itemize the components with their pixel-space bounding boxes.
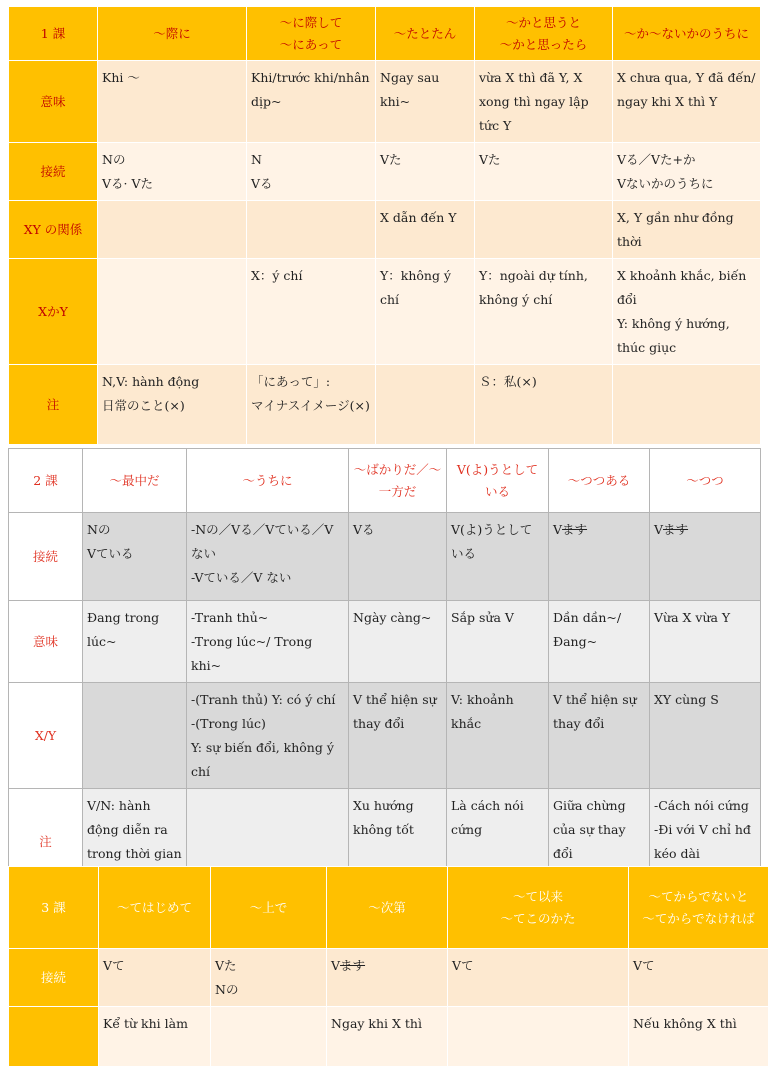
row-header: [9, 365, 98, 445]
cell-text: Vừa X vừa Y: [654, 606, 756, 630]
table-cell: [211, 1007, 327, 1067]
cell-text: Ngay khi X thì: [331, 1012, 443, 1036]
row-header: [9, 949, 99, 1007]
cell-text: Nの: [102, 148, 242, 172]
cell-text: X chưa qua, Y đã đến/ ngay khi X thì Y: [617, 66, 756, 114]
cell-text: 〜てからでないと: [633, 886, 764, 908]
cell-text: Y: sự biến đổi, không ý chí: [191, 736, 344, 784]
cell-text: 接続: [13, 966, 94, 990]
table-cell: [629, 1007, 768, 1067]
cell-text: V(よ)うとしている: [451, 518, 544, 566]
cell-text: -Cách nói cứng: [654, 794, 756, 818]
table-row: [9, 201, 761, 259]
cell-text: Y: không ý hướng, thúc giục: [617, 312, 756, 360]
cell-text: 意味: [13, 90, 93, 114]
cell-text: XY の関係: [13, 218, 93, 242]
row-header: [9, 201, 98, 259]
cell-text: 〜ばかりだ／〜一方だ: [353, 459, 442, 503]
cell-text: -Vている／V ない: [191, 566, 344, 590]
column-header: [211, 867, 327, 949]
table-cell: [376, 201, 475, 259]
table-cell: [98, 201, 247, 259]
row-header: [9, 683, 83, 789]
table-cell: [448, 1007, 629, 1067]
table-cell: [376, 365, 475, 445]
cell-text: Vて: [103, 954, 206, 978]
row-header: [9, 61, 98, 143]
column-header: [99, 867, 211, 949]
table-cell: [650, 683, 761, 789]
cell-text: Sắp sửa V: [451, 606, 544, 630]
table-cell: [629, 949, 768, 1007]
table-cell: [211, 949, 327, 1007]
cell-text: Vている: [87, 542, 182, 566]
grammar-table-lesson-2: [8, 448, 761, 895]
column-header: [613, 7, 761, 61]
table-cell: [187, 513, 349, 601]
table-cell: [327, 949, 448, 1007]
table-row: [9, 601, 761, 683]
cell-text: -Trong lúc~/ Trong khi~: [191, 630, 344, 678]
column-header: [475, 7, 613, 61]
cell-text: -Nの／Vる／Vている／Vない: [191, 518, 344, 566]
table-cell: [549, 513, 650, 601]
table-cell: [83, 601, 187, 683]
table-cell: [613, 143, 761, 201]
table-row: [9, 365, 761, 445]
row-header: [9, 1007, 99, 1067]
table-row: [9, 1007, 768, 1067]
column-header: [349, 449, 447, 513]
table-cell: [650, 513, 761, 601]
cell-text: Là cách nói cứng: [451, 794, 544, 842]
column-header: [98, 7, 247, 61]
table-cell: [247, 201, 376, 259]
table-cell: [349, 683, 447, 789]
table-cell: [247, 365, 376, 445]
cell-text: マイナスイメージ(×): [251, 394, 371, 418]
table-cell: [475, 365, 613, 445]
row-header: [9, 513, 83, 601]
cell-text: Ｓ：私(×): [479, 370, 608, 394]
cell-text: Ngay sau khi~: [380, 66, 470, 114]
table-row: [9, 61, 761, 143]
table-cell: [475, 201, 613, 259]
table-cell: [613, 61, 761, 143]
cell-text: 〜かと思うと: [479, 12, 608, 34]
cell-text: Xu hướng không tốt: [353, 794, 442, 842]
row-header: [9, 601, 83, 683]
table-cell: [99, 1007, 211, 1067]
table-cell: [187, 683, 349, 789]
cell-text: N: [251, 148, 371, 172]
cell-text: 〜たとたん: [380, 23, 470, 45]
cell-text: Dần dần~/ Đang~: [553, 606, 645, 654]
table-cell: [376, 61, 475, 143]
row-header: [9, 259, 98, 365]
table-cell: [98, 259, 247, 365]
cell-text: X dẫn đến Y: [380, 206, 470, 230]
cell-text: 〜つつある: [553, 470, 645, 492]
cell-text: -(Tranh thủ) Y: có ý chí: [191, 688, 344, 712]
cell-text: V/N: hành động diễn ra trong thời gian: [87, 794, 182, 890]
table-cell: [247, 143, 376, 201]
cell-text: -(Trong lúc): [191, 712, 344, 736]
cell-text: V(よ)うとしている: [451, 459, 544, 503]
cell-text: Vた: [380, 148, 470, 172]
cell-text: X：ý chí: [251, 264, 371, 288]
table-header-row: [9, 7, 761, 61]
table-cell: [327, 1007, 448, 1067]
lesson-label: [9, 867, 99, 949]
table-cell: [98, 143, 247, 201]
cell-text: 〜うちに: [191, 470, 344, 492]
cell-text: XY cùng S: [654, 688, 756, 712]
column-header: [629, 867, 768, 949]
cell-text: Vて: [452, 954, 624, 978]
cell-text: Vた: [479, 148, 608, 172]
cell-text: 意味: [13, 630, 78, 654]
table-cell: [475, 143, 613, 201]
grammar-table-lesson-1: [8, 6, 761, 445]
cell-text: Nếu không X thì: [633, 1012, 764, 1036]
cell-text: Vる: [251, 172, 371, 196]
cell-text: Khi 〜: [102, 66, 242, 90]
cell-text: Y：không ý chí: [380, 264, 470, 312]
table-cell: [613, 365, 761, 445]
column-header: [327, 867, 448, 949]
table-header-row: [9, 449, 761, 513]
column-header: [549, 449, 650, 513]
table-cell: [447, 513, 549, 601]
cell-text: 注: [13, 393, 93, 417]
cell-text: 「にあって」:: [251, 370, 371, 394]
cell-text: X/Y: [13, 724, 78, 748]
cell-text: Vる: [353, 518, 442, 542]
table-cell: [247, 259, 376, 365]
cell-text: 〜てはじめて: [103, 897, 206, 919]
cell-text: Vて: [633, 954, 764, 978]
cell-text: 〜てからでなければ: [633, 908, 764, 930]
table-row: [9, 683, 761, 789]
table-cell: [83, 513, 187, 601]
cell-text: 〜かと思ったら: [479, 34, 608, 56]
table-header-row: [9, 867, 768, 949]
cell-text: -Tranh thủ~: [191, 606, 344, 630]
table-row: [9, 259, 761, 365]
cell-text: Giữa chừng của sự thay đổi: [553, 794, 645, 866]
cell-text: 〜際に: [102, 23, 242, 45]
table-cell: [613, 201, 761, 259]
cell-text: Đang trong lúc~: [87, 606, 182, 654]
table-cell: [349, 601, 447, 683]
column-header: [376, 7, 475, 61]
cell-text: Vた: [215, 954, 322, 978]
table-cell: [98, 365, 247, 445]
cell-text: 〜最中だ: [87, 470, 182, 492]
cell-text: X, Y gần như đồng thời: [617, 206, 756, 254]
table-cell: [376, 259, 475, 365]
table-cell: [247, 61, 376, 143]
cell-text: Vます: [553, 518, 645, 542]
table-cell: [83, 683, 187, 789]
column-header: [187, 449, 349, 513]
cell-text: 2 課: [13, 470, 78, 492]
cell-text: Vる· Vた: [102, 172, 242, 196]
lesson-label: [9, 7, 98, 61]
cell-text: 接続: [13, 160, 93, 184]
table-cell: [549, 683, 650, 789]
cell-text: 〜つつ: [654, 470, 756, 492]
cell-text: 〜て以来: [452, 886, 624, 908]
table-cell: [650, 601, 761, 683]
table-cell: [98, 61, 247, 143]
table-cell: [447, 683, 549, 789]
cell-text: 〜に際して: [251, 12, 371, 34]
cell-text: XかY: [13, 300, 93, 324]
cell-text: V thể hiện sự thay đổi: [553, 688, 645, 736]
table-cell: [376, 143, 475, 201]
row-header: [9, 143, 98, 201]
table-row: [9, 143, 761, 201]
table-cell: [447, 601, 549, 683]
cell-text: Ngày càng~: [353, 606, 442, 630]
lesson-label: [9, 449, 83, 513]
cell-text: Khi/trước khi/nhân dịp~: [251, 66, 371, 114]
table-cell: [613, 259, 761, 365]
table-cell: [99, 949, 211, 1007]
cell-text: Y：ngoài dự tính, không ý chí: [479, 264, 608, 312]
cell-text: Vないかのうちに: [617, 172, 756, 196]
cell-text: 日常のこと(×): [102, 394, 242, 418]
cell-text: 〜上で: [215, 897, 322, 919]
cell-text: Nの: [215, 978, 322, 1002]
cell-text: vừa X thì đã Y, X xong thì ngay lập tức Y: [479, 66, 608, 138]
cell-text: X khoảnh khắc, biến đổi: [617, 264, 756, 312]
column-header: [447, 449, 549, 513]
column-header: [247, 7, 376, 61]
table-cell: [475, 259, 613, 365]
table-cell: [448, 949, 629, 1007]
table-cell: [349, 513, 447, 601]
table-cell: [187, 601, 349, 683]
column-header: [83, 449, 187, 513]
cell-text: 注: [13, 830, 78, 854]
table-row: [9, 949, 768, 1007]
cell-text: Vます: [654, 518, 756, 542]
column-header: [448, 867, 629, 949]
cell-text: 〜にあって: [251, 34, 371, 56]
cell-text: Kể từ khi làm: [103, 1012, 206, 1036]
cell-text: Nの: [87, 518, 182, 542]
cell-text: 〜次第: [331, 897, 443, 919]
cell-text: V: khoảnh khắc: [451, 688, 544, 736]
cell-text: Vる／Vた+か: [617, 148, 756, 172]
cell-text: -Đi với V chỉ hđ kéo dài: [654, 818, 756, 866]
grammar-table-lesson-3: [8, 866, 768, 1067]
cell-text: N,V: hành động: [102, 370, 242, 394]
cell-text: 3 課: [13, 897, 94, 919]
cell-text: 1 課: [13, 23, 93, 45]
cell-text: V thể hiện sự thay đổi: [353, 688, 442, 736]
table-cell: [475, 61, 613, 143]
cell-text: Vます: [331, 954, 443, 978]
column-header: [650, 449, 761, 513]
cell-text: 〜てこのかた: [452, 908, 624, 930]
table-cell: [549, 601, 650, 683]
cell-text: 〜か〜ないかのうちに: [617, 23, 756, 45]
table-row: [9, 513, 761, 601]
cell-text: 接続: [13, 545, 78, 569]
